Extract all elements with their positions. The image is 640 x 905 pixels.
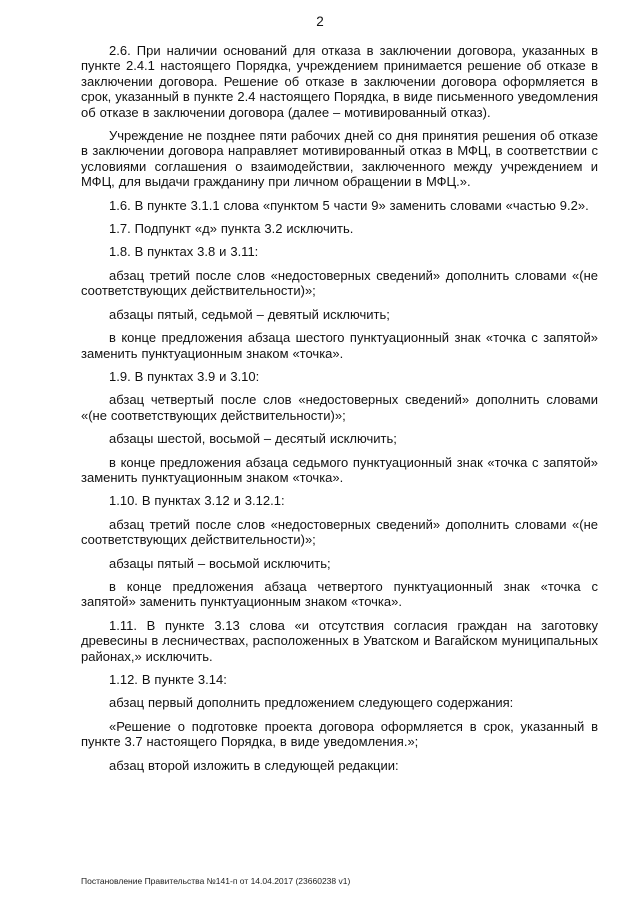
paragraph-1-12-b: абзац второй изложить в следующей редакции: [109,757,399,773]
paragraph-1-9: 1.9. В пунктах 3.9 и 3.10: [109,368,260,384]
paragraph-1-12: 1.12. В пункте 3.14: [109,672,227,687]
document-body [81,43,598,781]
document-footer: Постановление Правительства №141-п от 14.04.2017 (23660238 v1) [81,876,351,886]
paragraph-1-9-c: в конце предложения абзаца седьмого пунктуационный знак «точка с запятой» заменить пунктуационным знаком «точка». [81,454,598,485]
paragraph-1-9-a: абзац четвертый после слов «недостоверных сведений» дополнить словами «(не соответствующих действительности)»; [81,392,598,423]
paragraph-1-10: 1.10. В пунктах 3.12 и 3.12.1: [109,493,285,509]
paragraph-1-8-b: абзацы пятый, седьмой – девятый исключить; [109,306,390,322]
paragraph-1-12-quote: «Решение о подготовке проекта договора оформляется в срок, указанный в пункте 3.7 настоящего Порядка, в виде уведомления.»; [81,718,598,750]
paragraph-1-10-a: абзац третий после слов «недостоверных сведений» дополнить словами «(не соответствующих действительности)»; [81,516,598,548]
paragraph-1-10-b: абзацы пятый – восьмой исключить; [109,555,331,571]
paragraph-1-12-a: абзац первый дополнить предложением следующего содержания: [109,695,514,711]
paragraph-1-7: 1.7. Подпункт «д» пункта 3.2 исключить. [109,221,354,237]
paragraph-1-8: 1.8. В пунктах 3.8 и 3.11: [109,244,259,260]
paragraph-1-8-c: в конце предложения абзаца шестого пунктуационный знак «точка с запятой» заменить пунктуационным знаком «точка». [81,330,598,361]
paragraph-1-11: 1.11. В пункте 3.13 слова «и отсутствия согласия граждан на заготовку древесины в лесничествах, расположенных в Уватском и Вагайском муниципальных районах,» исключить. [81,617,598,664]
paragraph-1-8-a: абзац третий после слов «недостоверных сведений» дополнить словами «(не соответствующих действительности)»; [81,267,598,299]
paragraph-mfc-refusal: Учреждение не позднее пяти рабочих дней со дня принятия решения об отказе в заключении договора направляет мотивированный отказ в МФЦ, в соответствии с условиями соглашения о взаимодействии, заключенного между учреждением и МФЦ, для выдачи гражданину при личном обращении в МФЦ.». [81,128,598,190]
paragraph-1-9-b: абзацы шестой, восьмой – десятый исключить; [109,431,397,447]
paragraph-1-10-c: в конце предложения абзаца четвертого пунктуационный знак «точка с запятой» заменить пунктуационным знаком «точка». [81,578,598,610]
page-number: 2 [316,14,324,29]
paragraph-1-6: 1.6. В пункте 3.1.1 слова «пунктом 5 части 9» заменить словами «частью 9.2». [109,197,589,213]
paragraph-2-6: 2.6. При наличии оснований для отказа в заключении договора, указанных в пункте 2.4.1 настоящего Порядка, учреждением принимается решение об отказе в заключении договора. Решение об отказе в заключении договора оформляется в срок, указанный в пункте 2.4 настоящего Порядка, в виде письменного уведомления об отказе в заключении договора (далее – мотивированный отказ). [81,43,598,120]
